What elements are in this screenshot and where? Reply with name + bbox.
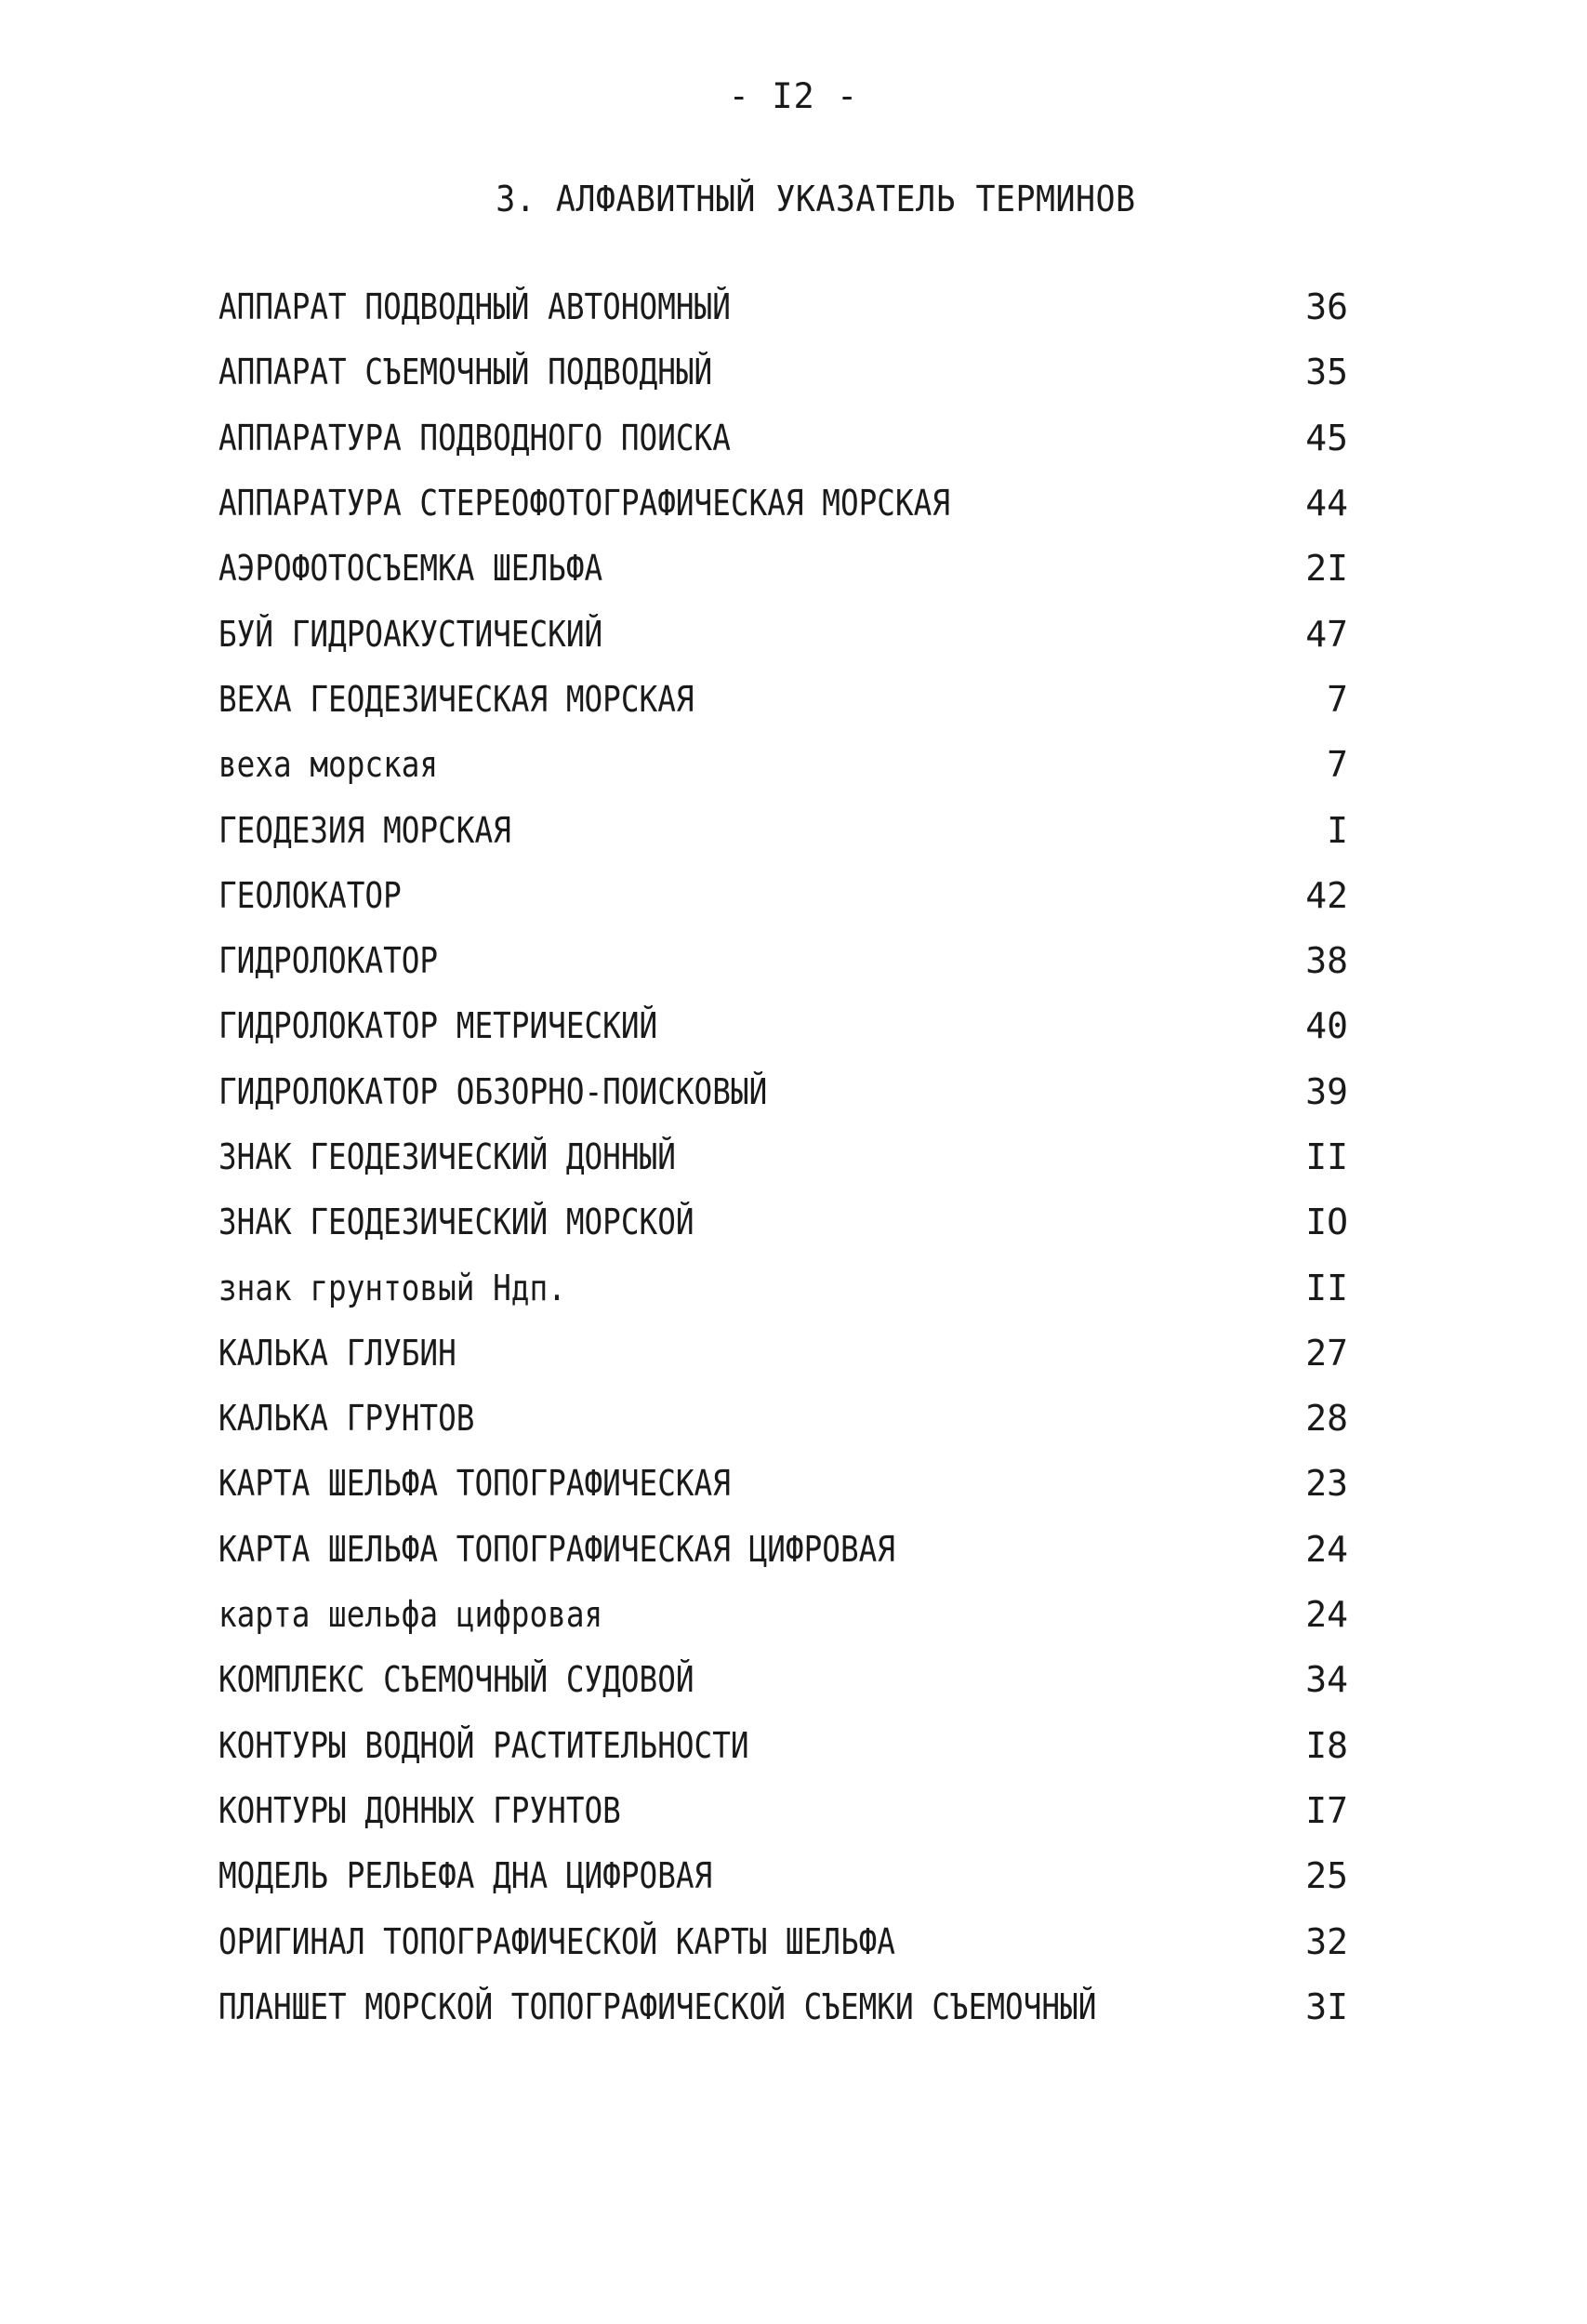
term-page-number: 25	[1305, 1855, 1348, 1897]
term-row	[218, 1582, 1348, 1647]
term-name: КАРТА ШЕЛЬФА ТОПОГРАФИЧЕСКАЯ ЦИФРОВАЯ	[218, 1528, 895, 1570]
term-row	[218, 339, 1348, 405]
term-row	[218, 928, 1348, 993]
term-page-number: 7	[1327, 678, 1348, 720]
term-name: знак грунтовый Ндп.	[218, 1267, 566, 1308]
term-page-number: 35	[1305, 352, 1348, 393]
term-page-number: 34	[1305, 1659, 1348, 1701]
term-row	[218, 1255, 1348, 1320]
term-name: ВЕХА ГЕОДЕЗИЧЕСКАЯ МОРСКАЯ	[218, 678, 694, 720]
term-page-number: 36	[1305, 286, 1348, 328]
term-page-number: II	[1305, 1136, 1348, 1177]
term-page-number: 7	[1327, 744, 1348, 786]
term-page-number: 40	[1305, 1005, 1348, 1047]
term-row	[218, 1843, 1348, 1908]
term-index	[218, 274, 1348, 2039]
term-row	[218, 1386, 1348, 1451]
term-page-number: 23	[1305, 1463, 1348, 1505]
term-row	[218, 1974, 1348, 2039]
term-row	[218, 797, 1348, 862]
term-name: ГЕОДЕЗИЯ МОРСКАЯ	[218, 809, 511, 851]
term-name: КОМПЛЕКС СЪЕМОЧНЫЙ СУДОВОЙ	[218, 1659, 694, 1701]
term-row	[218, 405, 1348, 471]
term-page-number: I	[1327, 809, 1348, 851]
term-page-number: 24	[1305, 1594, 1348, 1636]
term-page-number: 44	[1305, 483, 1348, 525]
term-name: АЭРОФОТОСЪЕМКА ШЕЛЬФА	[218, 548, 603, 590]
term-name: АППАРАТУРА ПОДВОДНОГО ПОИСКА	[218, 417, 731, 458]
term-name: МОДЕЛЬ РЕЛЬЕФА ДНА ЦИФРОВАЯ	[218, 1855, 713, 1897]
term-row	[218, 1778, 1348, 1843]
term-row	[218, 1321, 1348, 1386]
term-row	[218, 1451, 1348, 1516]
term-row	[218, 471, 1348, 536]
term-name: КОНТУРЫ ВОДНОЙ РАСТИТЕЛЬНОСТИ	[218, 1724, 749, 1766]
term-name: КАЛЬКА ГРУНТОВ	[218, 1398, 475, 1440]
term-page-number: I8	[1305, 1724, 1348, 1766]
term-name: КОНТУРЫ ДОННЫХ ГРУНТОВ	[218, 1789, 621, 1831]
term-page-number: I7	[1305, 1789, 1348, 1831]
term-name: ПЛАНШЕТ МОРСКОЙ ТОПОГРАФИЧЕСКОЙ СЪЕМКИ СЪЕМОЧНЫЙ	[218, 1985, 1097, 2027]
term-row	[218, 1908, 1348, 1973]
term-page-number: 32	[1305, 1920, 1348, 1962]
term-name: КАРТА ШЕЛЬФА ТОПОГРАФИЧЕСКАЯ	[218, 1463, 731, 1505]
term-page-number: 28	[1305, 1398, 1348, 1440]
page-number: - I2 -	[728, 76, 859, 116]
term-name: ГИДРОЛОКАТОР	[218, 940, 439, 982]
term-name: ГИДРОЛОКАТОР МЕТРИЧЕСКИЙ	[218, 1005, 658, 1047]
section-title: 3. АЛФАВИТНЫЙ УКАЗАТЕЛЬ ТЕРМИНОВ	[496, 179, 1136, 219]
term-page-number: 47	[1305, 613, 1348, 655]
term-row	[218, 601, 1348, 666]
term-row	[218, 732, 1348, 797]
term-row	[218, 667, 1348, 732]
term-page-number: 27	[1305, 1332, 1348, 1374]
term-name: БУЙ ГИДРОАКУСТИЧЕСКИЙ	[218, 613, 603, 655]
term-name: карта шельфа цифровая	[218, 1594, 603, 1636]
term-page-number: 45	[1305, 417, 1348, 458]
term-row	[218, 536, 1348, 601]
term-row	[218, 1517, 1348, 1582]
term-page-number: IO	[1305, 1202, 1348, 1243]
term-row	[218, 1189, 1348, 1255]
term-name: АППАРАТУРА СТЕРЕОФОТОГРАФИЧЕСКАЯ МОРСКАЯ	[218, 483, 951, 525]
term-page-number: 39	[1305, 1070, 1348, 1112]
term-page-number: 24	[1305, 1528, 1348, 1570]
term-row	[218, 1647, 1348, 1712]
term-row	[218, 1124, 1348, 1189]
term-row	[218, 863, 1348, 928]
term-name: КАЛЬКА ГЛУБИН	[218, 1332, 456, 1374]
term-page-number: 3I	[1305, 1985, 1348, 2027]
term-name: ОРИГИНАЛ ТОПОГРАФИЧЕСКОЙ КАРТЫ ШЕЛЬФА	[218, 1920, 895, 1962]
term-row	[218, 993, 1348, 1058]
term-row	[218, 274, 1348, 339]
term-page-number: 42	[1305, 874, 1348, 916]
term-name: ГИДРОЛОКАТОР ОБЗОРНО-ПОИСКОВЫЙ	[218, 1070, 768, 1112]
term-row	[218, 1713, 1348, 1778]
term-page-number: 2I	[1305, 548, 1348, 590]
term-row	[218, 1059, 1348, 1124]
term-name: АППАРАТ ПОДВОДНЫЙ АВТОНОМНЫЙ	[218, 286, 731, 328]
term-name: ГЕОЛОКАТОР	[218, 874, 402, 916]
term-name: ЗНАК ГЕОДЕЗИЧЕСКИЙ ДОННЫЙ	[218, 1136, 676, 1177]
term-name: веха морская	[218, 744, 439, 786]
term-page-number: II	[1305, 1267, 1348, 1308]
term-name: АППАРАТ СЪЕМОЧНЫЙ ПОДВОДНЫЙ	[218, 352, 713, 393]
term-page-number: 38	[1305, 940, 1348, 982]
term-name: ЗНАК ГЕОДЕЗИЧЕСКИЙ МОРСКОЙ	[218, 1202, 694, 1243]
